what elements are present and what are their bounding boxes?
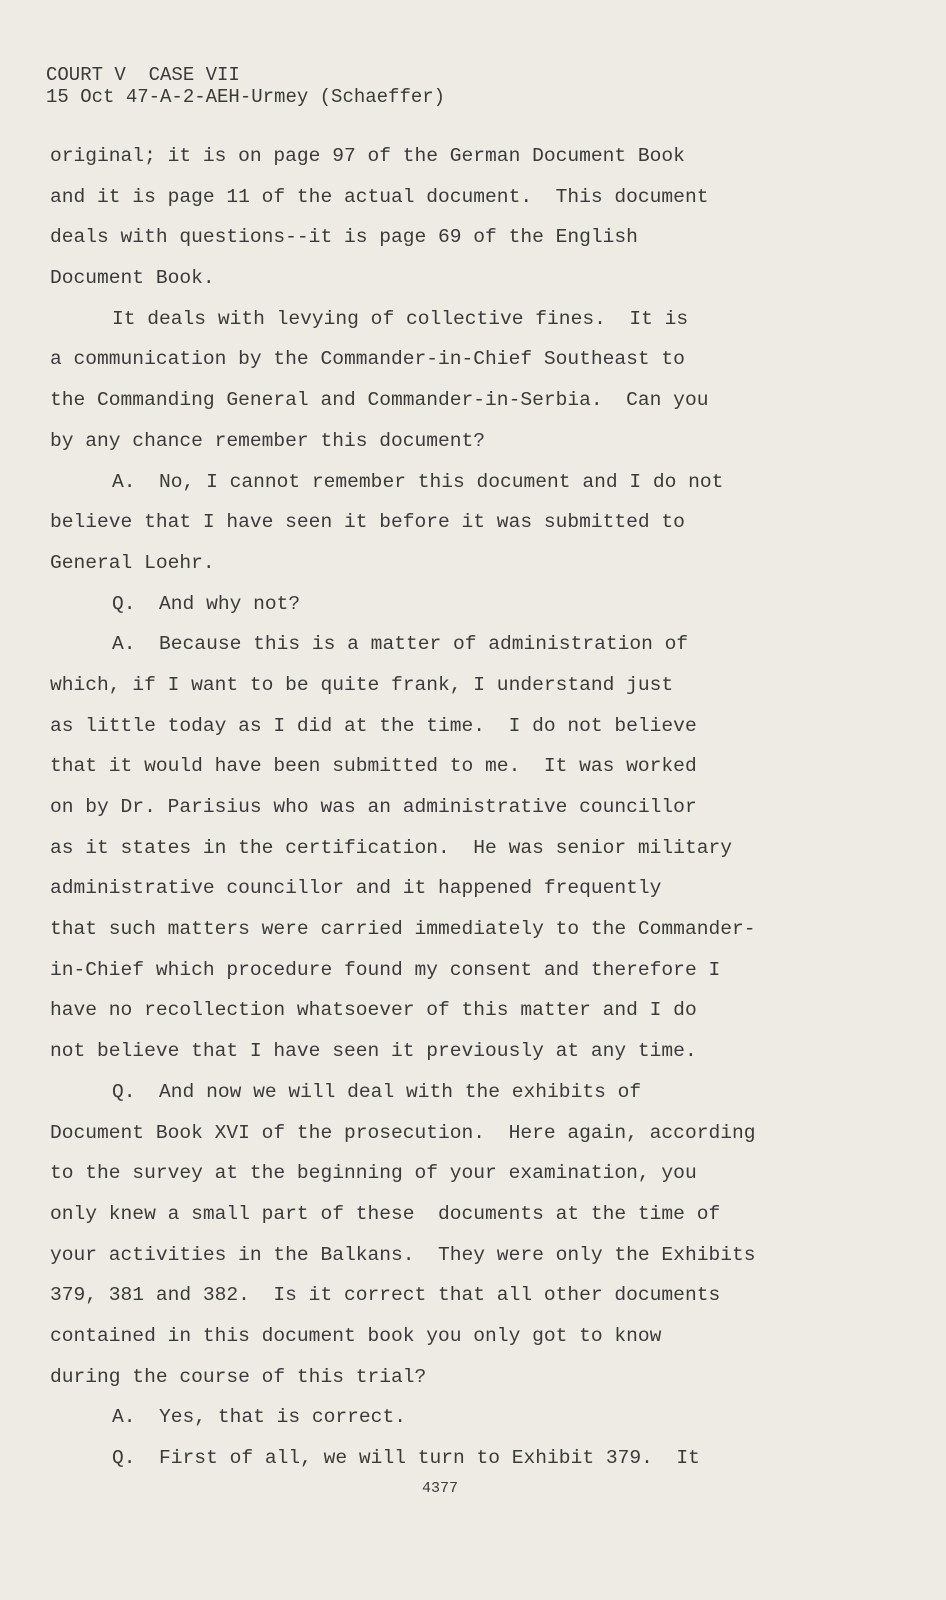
transcript-line: as it states in the certification. He was senior military — [50, 836, 732, 859]
transcript-line: Q. And why not? — [112, 592, 301, 615]
transcript-line: not believe that I have seen it previously at any time. — [50, 1040, 697, 1063]
transcript-line: your activities in the Balkans. They were only the Exhibits — [50, 1243, 756, 1266]
header-session-line: 15 Oct 47-A-2-AEH-Urmey (Schaeffer) — [46, 86, 446, 108]
transcript-line: that it would have been submitted to me. It was worked — [50, 755, 697, 778]
transcript-line: in-Chief which procedure found my consent and therefore I — [50, 958, 721, 981]
transcript-line: the Commanding General and Commander-in-Serbia. Can you — [50, 389, 709, 412]
transcript-line: administrative councillor and it happened frequently — [50, 877, 662, 900]
transcript-line: Q. First of all, we will turn to Exhibit 379. It — [112, 1447, 700, 1469]
transcript-line: original; it is on page 97 of the German Document Book — [50, 145, 685, 167]
transcript-line: by any chance remember this document? — [50, 429, 486, 452]
transcript-line: during the course of this trial? — [50, 1365, 427, 1388]
page-number: 4377 — [421, 1480, 458, 1497]
transcript-line: a communication by the Commander-in-Chief Southeast to — [50, 348, 685, 371]
transcript-line: A. No, I cannot remember this document and I do not — [112, 470, 724, 493]
transcript-line: that such matters were carried immediately to the Commander- — [50, 918, 756, 941]
transcript-line: to the survey at the beginning of your examination, you — [50, 1162, 697, 1185]
transcript-line: 379, 381 and 382. Is it correct that all other documents — [50, 1284, 721, 1307]
transcript-line: A. Because this is a matter of administration of — [112, 633, 689, 656]
transcript-line: deals with questions--it is page 69 of the English — [50, 226, 638, 249]
transcript-line: Document Book. — [50, 267, 215, 290]
header-court-case: COURT V CASE VII — [46, 64, 240, 86]
transcript-line: believe that I have seen it before it was submitted to — [50, 511, 685, 534]
transcript-line: which, if I want to be quite frank, I understand just — [50, 673, 674, 696]
transcript-line: It deals with levying of collective fines. It is — [112, 307, 689, 330]
transcript-line: Document Book XVI of the prosecution. Here again, according — [50, 1121, 756, 1144]
transcript-line: Q. And now we will deal with the exhibits of — [112, 1080, 642, 1103]
transcript-line: as little today as I did at the time. I do not believe — [50, 714, 697, 737]
transcript-line: have no recollection whatsoever of this matter and I do — [50, 999, 697, 1022]
transcript-line: on by Dr. Parisius who was an administrative councillor — [50, 796, 697, 818]
transcript-line: A. Yes, that is correct. — [112, 1406, 406, 1429]
transcript-line: contained in this document book you only got to know — [50, 1324, 662, 1347]
transcript-body — [50, 142, 756, 1485]
transcript-line: General Loehr. — [50, 551, 215, 574]
transcript-line: and it is page 11 of the actual document. This document — [50, 185, 709, 208]
transcript-line: only knew a small part of these documents at the time of — [50, 1202, 721, 1225]
